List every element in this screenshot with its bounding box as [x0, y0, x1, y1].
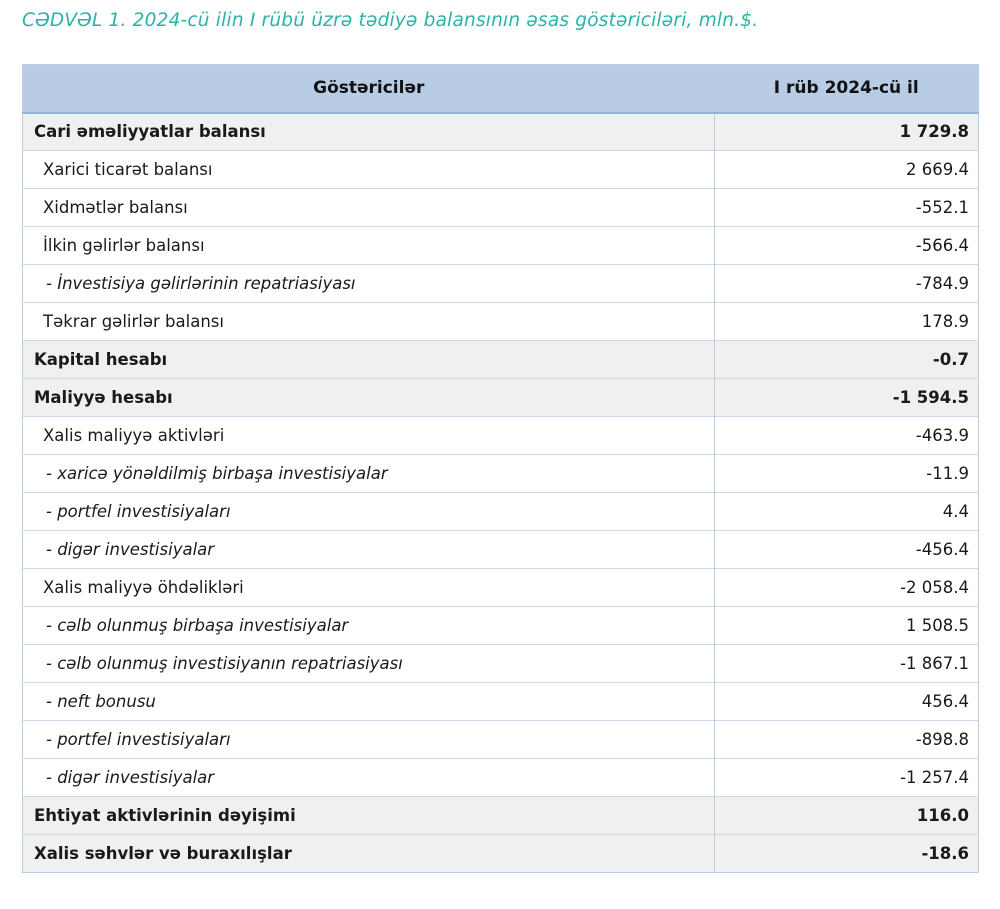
row-value: -2 058.4 [715, 569, 979, 607]
row-value: -1 257.4 [715, 759, 979, 797]
table-row [23, 265, 979, 303]
row-label: - neft bonusu [23, 683, 715, 721]
row-value: -456.4 [715, 531, 979, 569]
row-label: - İnvestisiya gəlirlərinin repatriasiyası [23, 265, 715, 303]
row-label: - xaricə yönəldilmiş birbaşa investisiyalar [23, 455, 715, 493]
row-label: Xidmətlər balansı [23, 189, 715, 227]
table-row [23, 797, 979, 835]
row-value: 2 669.4 [715, 151, 979, 189]
table-row [23, 341, 979, 379]
row-label: Cari əməliyyatlar balansı [23, 113, 715, 151]
row-label: Kapital hesabı [23, 341, 715, 379]
table-row [23, 417, 979, 455]
row-label: Xarici ticarət balansı [23, 151, 715, 189]
row-value: -552.1 [715, 189, 979, 227]
table-row [23, 645, 979, 683]
table-row [23, 835, 979, 873]
row-label: İlkin gəlirlər balansı [23, 227, 715, 265]
table-row [23, 721, 979, 759]
table-row [23, 113, 979, 151]
row-label: Xalis maliyyə öhdəlikləri [23, 569, 715, 607]
row-value: -1 867.1 [715, 645, 979, 683]
row-label: Xalis maliyyə aktivləri [23, 417, 715, 455]
row-value: 116.0 [715, 797, 979, 835]
row-label: - cəlb olunmuş birbaşa investisiyalar [23, 607, 715, 645]
row-label: - portfel investisiyaları [23, 493, 715, 531]
row-value: -566.4 [715, 227, 979, 265]
table-row [23, 759, 979, 797]
table-header [23, 65, 979, 113]
row-label: Təkrar gəlirlər balansı [23, 303, 715, 341]
row-label: - portfel investisiyaları [23, 721, 715, 759]
balance-of-payments-table [22, 64, 979, 873]
table-row [23, 493, 979, 531]
row-label: Xalis səhvlər və buraxılışlar [23, 835, 715, 873]
table-row [23, 303, 979, 341]
header-row [23, 65, 979, 113]
table-row [23, 683, 979, 721]
row-value: -898.8 [715, 721, 979, 759]
table-row [23, 227, 979, 265]
row-value: -18.6 [715, 835, 979, 873]
column-header-period: I rüb 2024-cü il [715, 65, 979, 113]
table-row [23, 189, 979, 227]
table-body [23, 113, 979, 873]
row-value: -784.9 [715, 265, 979, 303]
table-row [23, 607, 979, 645]
column-header-indicators: Göstəricilər [23, 65, 715, 113]
row-label: - digər investisiyalar [23, 531, 715, 569]
table-title: CƏDVƏL 1. 2024-cü ilin I rübü üzrə tədiyə balansının əsas göstəriciləri, mln.$. [22, 10, 759, 31]
row-label: Maliyyə hesabı [23, 379, 715, 417]
row-value: 1 729.8 [715, 113, 979, 151]
row-label: Ehtiyat aktivlərinin dəyişimi [23, 797, 715, 835]
row-label: - digər investisiyalar [23, 759, 715, 797]
row-value: 4.4 [715, 493, 979, 531]
row-value: 456.4 [715, 683, 979, 721]
table-row [23, 531, 979, 569]
row-value: -11.9 [715, 455, 979, 493]
table-row [23, 151, 979, 189]
table-row [23, 569, 979, 607]
row-value: -1 594.5 [715, 379, 979, 417]
row-value: -0.7 [715, 341, 979, 379]
table-row [23, 379, 979, 417]
row-label: - cəlb olunmuş investisiyanın repatriasiyası [23, 645, 715, 683]
row-value: -463.9 [715, 417, 979, 455]
table-row [23, 455, 979, 493]
row-value: 178.9 [715, 303, 979, 341]
row-value: 1 508.5 [715, 607, 979, 645]
